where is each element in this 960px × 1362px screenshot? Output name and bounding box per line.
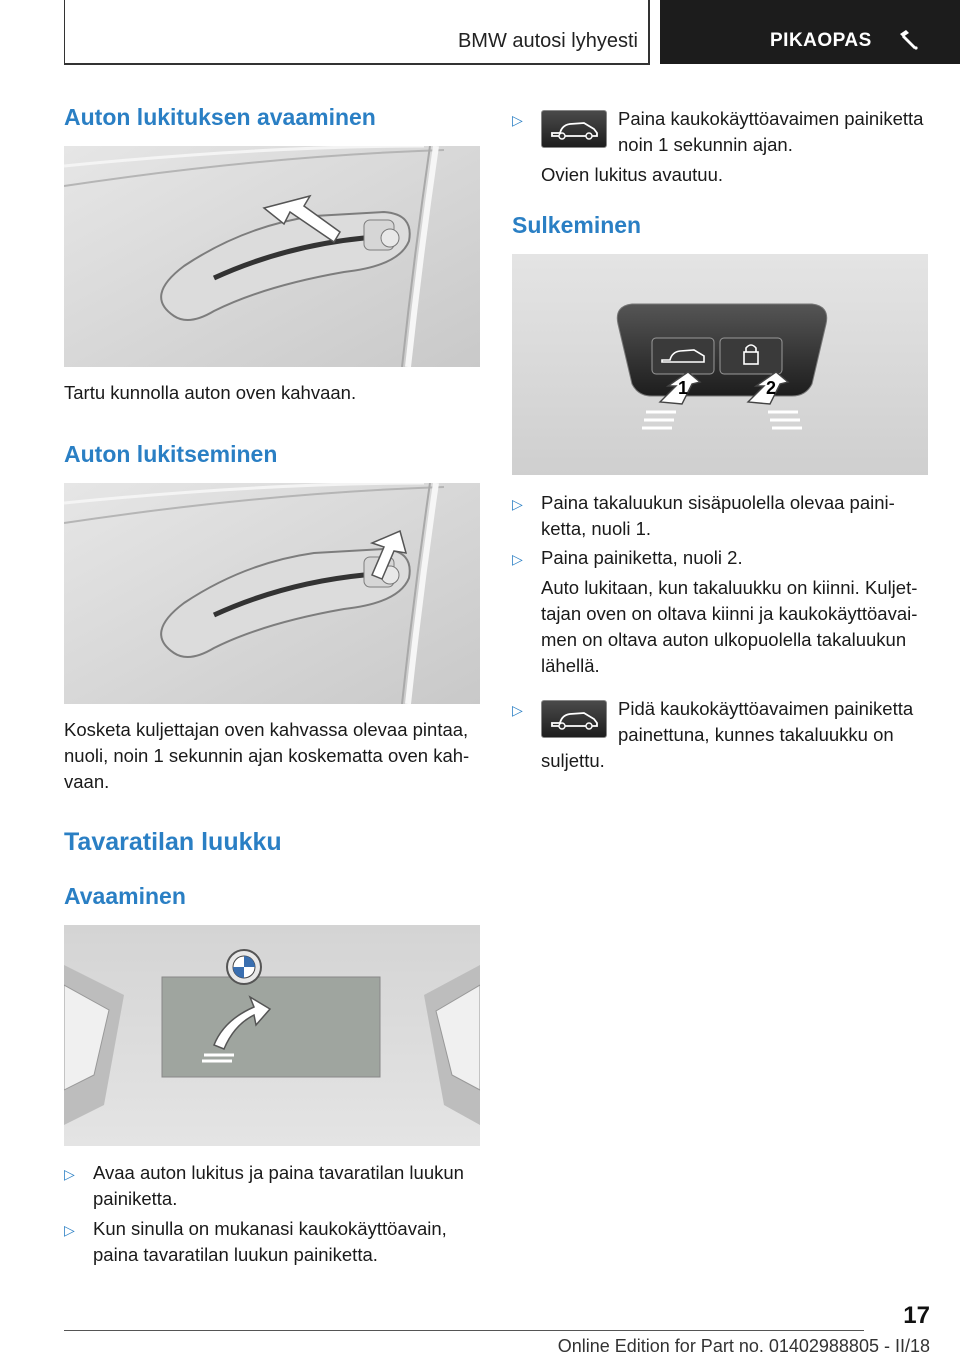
door-handle-unlock-illustration bbox=[64, 146, 480, 367]
bullet-triangle-icon: ▷ bbox=[512, 496, 523, 512]
bullet-text-line: ketta, nuoli 1. bbox=[541, 518, 652, 539]
key-instruction-line-2: noin 1 sekunnin ajan. bbox=[618, 134, 793, 155]
door-handle-lock-illustration bbox=[64, 483, 480, 704]
bullet-triangle-icon: ▷ bbox=[512, 702, 523, 718]
trunk-button-illustration bbox=[64, 925, 480, 1146]
lock-note-line-2: tajan oven on oltava kiinni ja kaukokäyttöavai- bbox=[541, 603, 918, 624]
header-rule-bottom bbox=[64, 63, 650, 65]
wrench-hammer-icon bbox=[896, 28, 922, 54]
hold-key-line-2: painettuna, kunnes takaluukku on bbox=[618, 724, 894, 745]
hold-key-instruction bbox=[618, 696, 913, 748]
lock-instruction-line-3: vaan. bbox=[64, 771, 110, 792]
list-item bbox=[64, 1160, 480, 1212]
bullet-text-line: Avaa auton lukitus ja paina tavaratilan luukun bbox=[93, 1162, 464, 1183]
bullet-text-line: painiketta. bbox=[93, 1188, 178, 1209]
bullet-text-line: Paina painiketta, nuoli 2. bbox=[541, 547, 743, 568]
hold-key-line-3: suljettu. bbox=[541, 750, 605, 771]
lock-note-line-4: lähellä. bbox=[541, 655, 600, 676]
lock-instruction-line-2: nuoli, noin 1 sekunnin ajan koskematta oven kah- bbox=[64, 745, 470, 766]
list-item bbox=[512, 490, 932, 542]
page-number: 17 bbox=[903, 1302, 930, 1329]
heading-lock: Auton lukitseminen bbox=[64, 441, 278, 467]
bullet-text-line: Kun sinulla on mukanasi kaukokäyttöavain, bbox=[93, 1218, 447, 1239]
list-item bbox=[64, 1216, 480, 1268]
bullet-text-line: Paina takaluukun sisäpuolella olevaa paini- bbox=[541, 492, 895, 513]
tailgate-buttons-illustration bbox=[512, 254, 928, 475]
key-instruction bbox=[618, 106, 923, 158]
lock-note bbox=[541, 575, 917, 679]
header-badge-label: PIKAOPAS bbox=[770, 30, 872, 51]
heading-trunk: Tavaratilan luukku bbox=[64, 828, 282, 856]
key-instruction-line-1: Paina kaukokäyttöavaimen painiketta bbox=[618, 108, 924, 129]
lock-note-line-1: Auto lukitaan, kun takaluukku on kiinni. Kuljet- bbox=[541, 577, 918, 598]
footer-edition: Online Edition for Part no. 01402988805 - II/18 bbox=[557, 1336, 930, 1356]
header-section-title: BMW autosi lyhyesti bbox=[457, 30, 638, 52]
unlock-instruction: Tartu kunnolla auton oven kahvaan. bbox=[64, 382, 357, 403]
bullet-triangle-icon: ▷ bbox=[64, 1222, 75, 1238]
bullet-triangle-icon: ▷ bbox=[512, 112, 523, 128]
car-trunk-key-icon bbox=[541, 700, 607, 738]
header-rule-left bbox=[64, 0, 65, 64]
arrow-label-1: 1 bbox=[678, 378, 689, 398]
bullet-text-line: paina tavaratilan luukun painiketta. bbox=[93, 1244, 378, 1265]
hold-key-line-1: Pidä kaukokäyttöavaimen painiketta bbox=[618, 698, 914, 719]
bullet-triangle-icon: ▷ bbox=[64, 1166, 75, 1182]
lock-instruction bbox=[64, 717, 469, 795]
heading-open: Avaaminen bbox=[64, 883, 186, 909]
lock-note-line-3: men on oltava auton ulkopuolella takaluukun bbox=[541, 629, 907, 650]
footer-rule bbox=[64, 1330, 864, 1331]
heading-unlock: Auton lukituksen avaaminen bbox=[64, 104, 376, 130]
list-item bbox=[512, 545, 932, 571]
bullet-triangle-icon: ▷ bbox=[512, 551, 523, 567]
arrow-label-2: 2 bbox=[766, 378, 777, 398]
lock-instruction-line-1: Kosketa kuljettajan oven kahvassa olevaa pintaa, bbox=[64, 719, 469, 740]
key-result: Ovien lukitus avautuu. bbox=[541, 164, 724, 185]
car-trunk-key-icon bbox=[541, 110, 607, 148]
header-rule-divider bbox=[648, 0, 650, 64]
heading-close: Sulkeminen bbox=[512, 212, 642, 238]
